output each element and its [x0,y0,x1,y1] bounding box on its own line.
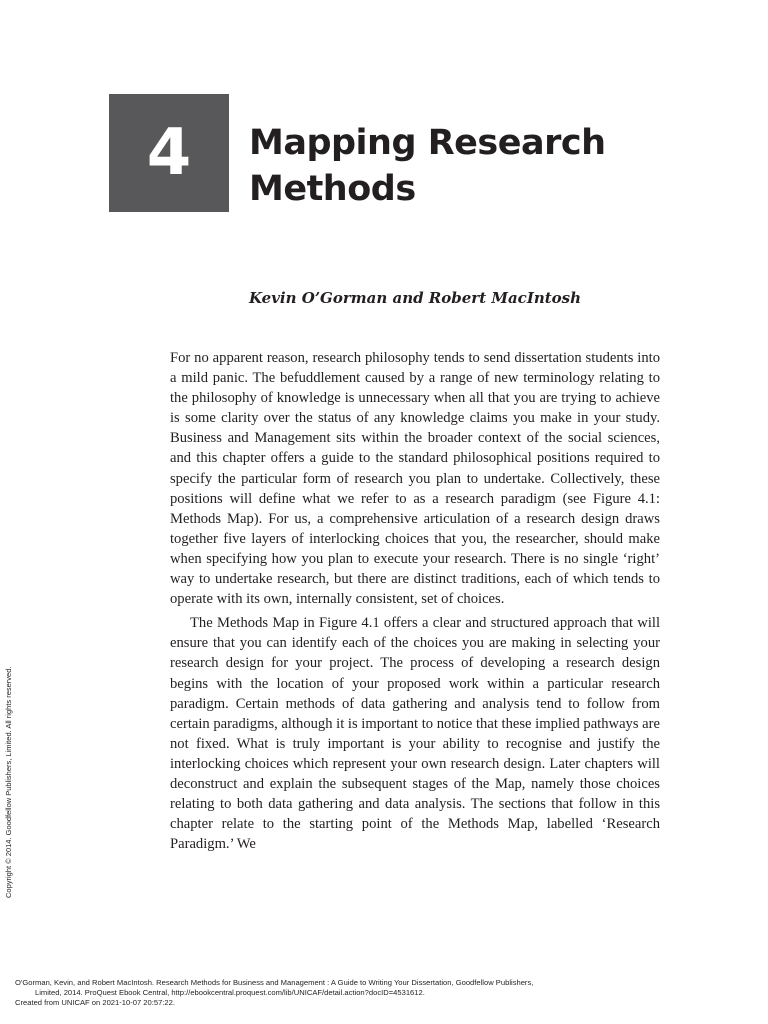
footer-line-2: Limited, 2014. ProQuest Ebook Central, http://ebookcentral.proquest.com/lib/UNICAF/detail.action?docID=4531612. [35,988,425,997]
side-copyright-notice: Copyright © 2014. Goodfellow Publishers, Limited. All rights reserved. [4,666,13,898]
body-paragraph-1: For no apparent reason, research philosophy tends to send dissertation students into a mild panic. The befuddlement caused by a range of new terminology relating to the philosophy of knowledge is unnecessary when all that you are trying to achieve is some clarity over the status of any knowledge claims you make in your study. Business and Management sits within the broader context of the social sciences, and this chapter offers a guide to the standard philosophical positions required to specify the particular form of research you plan to undertake. Collectively, these positions will define what we refer to as a research paradigm (see Figure 4.1: Methods Map). For us, a comprehensive articulation of a research design draws together five layers of interlocking choices that you, the researcher, should make when specifying how you plan to execute your research. There is no single ‘right’ way to undertake research, but there are distinct traditions, each of which tends to operate with its own, internally consistent, set of choices. [170,350,660,608]
chapter-title [249,120,669,212]
chapter-title-line-2: Methods [249,169,416,209]
footer-line-3: Created from UNICAF on 2021-10-07 20:57:22. [15,998,175,1007]
chapter-body [170,348,660,858]
body-paragraph-2: The Methods Map in Figure 4.1 offers a clear and structured approach that will ensure that you can identify each of the choices you are making in selecting your research design for your project. The process of developing a research design begins with the location of your proposed work within a particular research paradigm. Certain methods of data gathering and analysis tend to follow from certain paradigms, although it is important to notice that these implied pathways are not fixed. What is truly important is your ability to recognise and justify the interlocking choices which represent your own research design. Later chapters will deconstruct and explain the subsequent stages of the Map, namely those choices relating to both data gathering and data analysis. The sections that follow in this chapter relate to the starting point of the Methods Map, labelled ‘Research Paradigm.’ We [170,615,660,853]
chapter-number: 4 [146,116,192,190]
chapter-authors: Kevin O’Gorman and Robert MacIntosh [248,289,582,307]
chapter-title-line-1: Mapping Research [249,123,606,163]
footer-line-1: O'Gorman, Kevin, and Robert MacIntosh. Research Methods for Business and Management : A Guide to Writing Your Dissertation, Goodfellow Publishers, [15,978,534,987]
chapter-number-box [109,94,229,212]
citation-footer [15,978,755,1008]
